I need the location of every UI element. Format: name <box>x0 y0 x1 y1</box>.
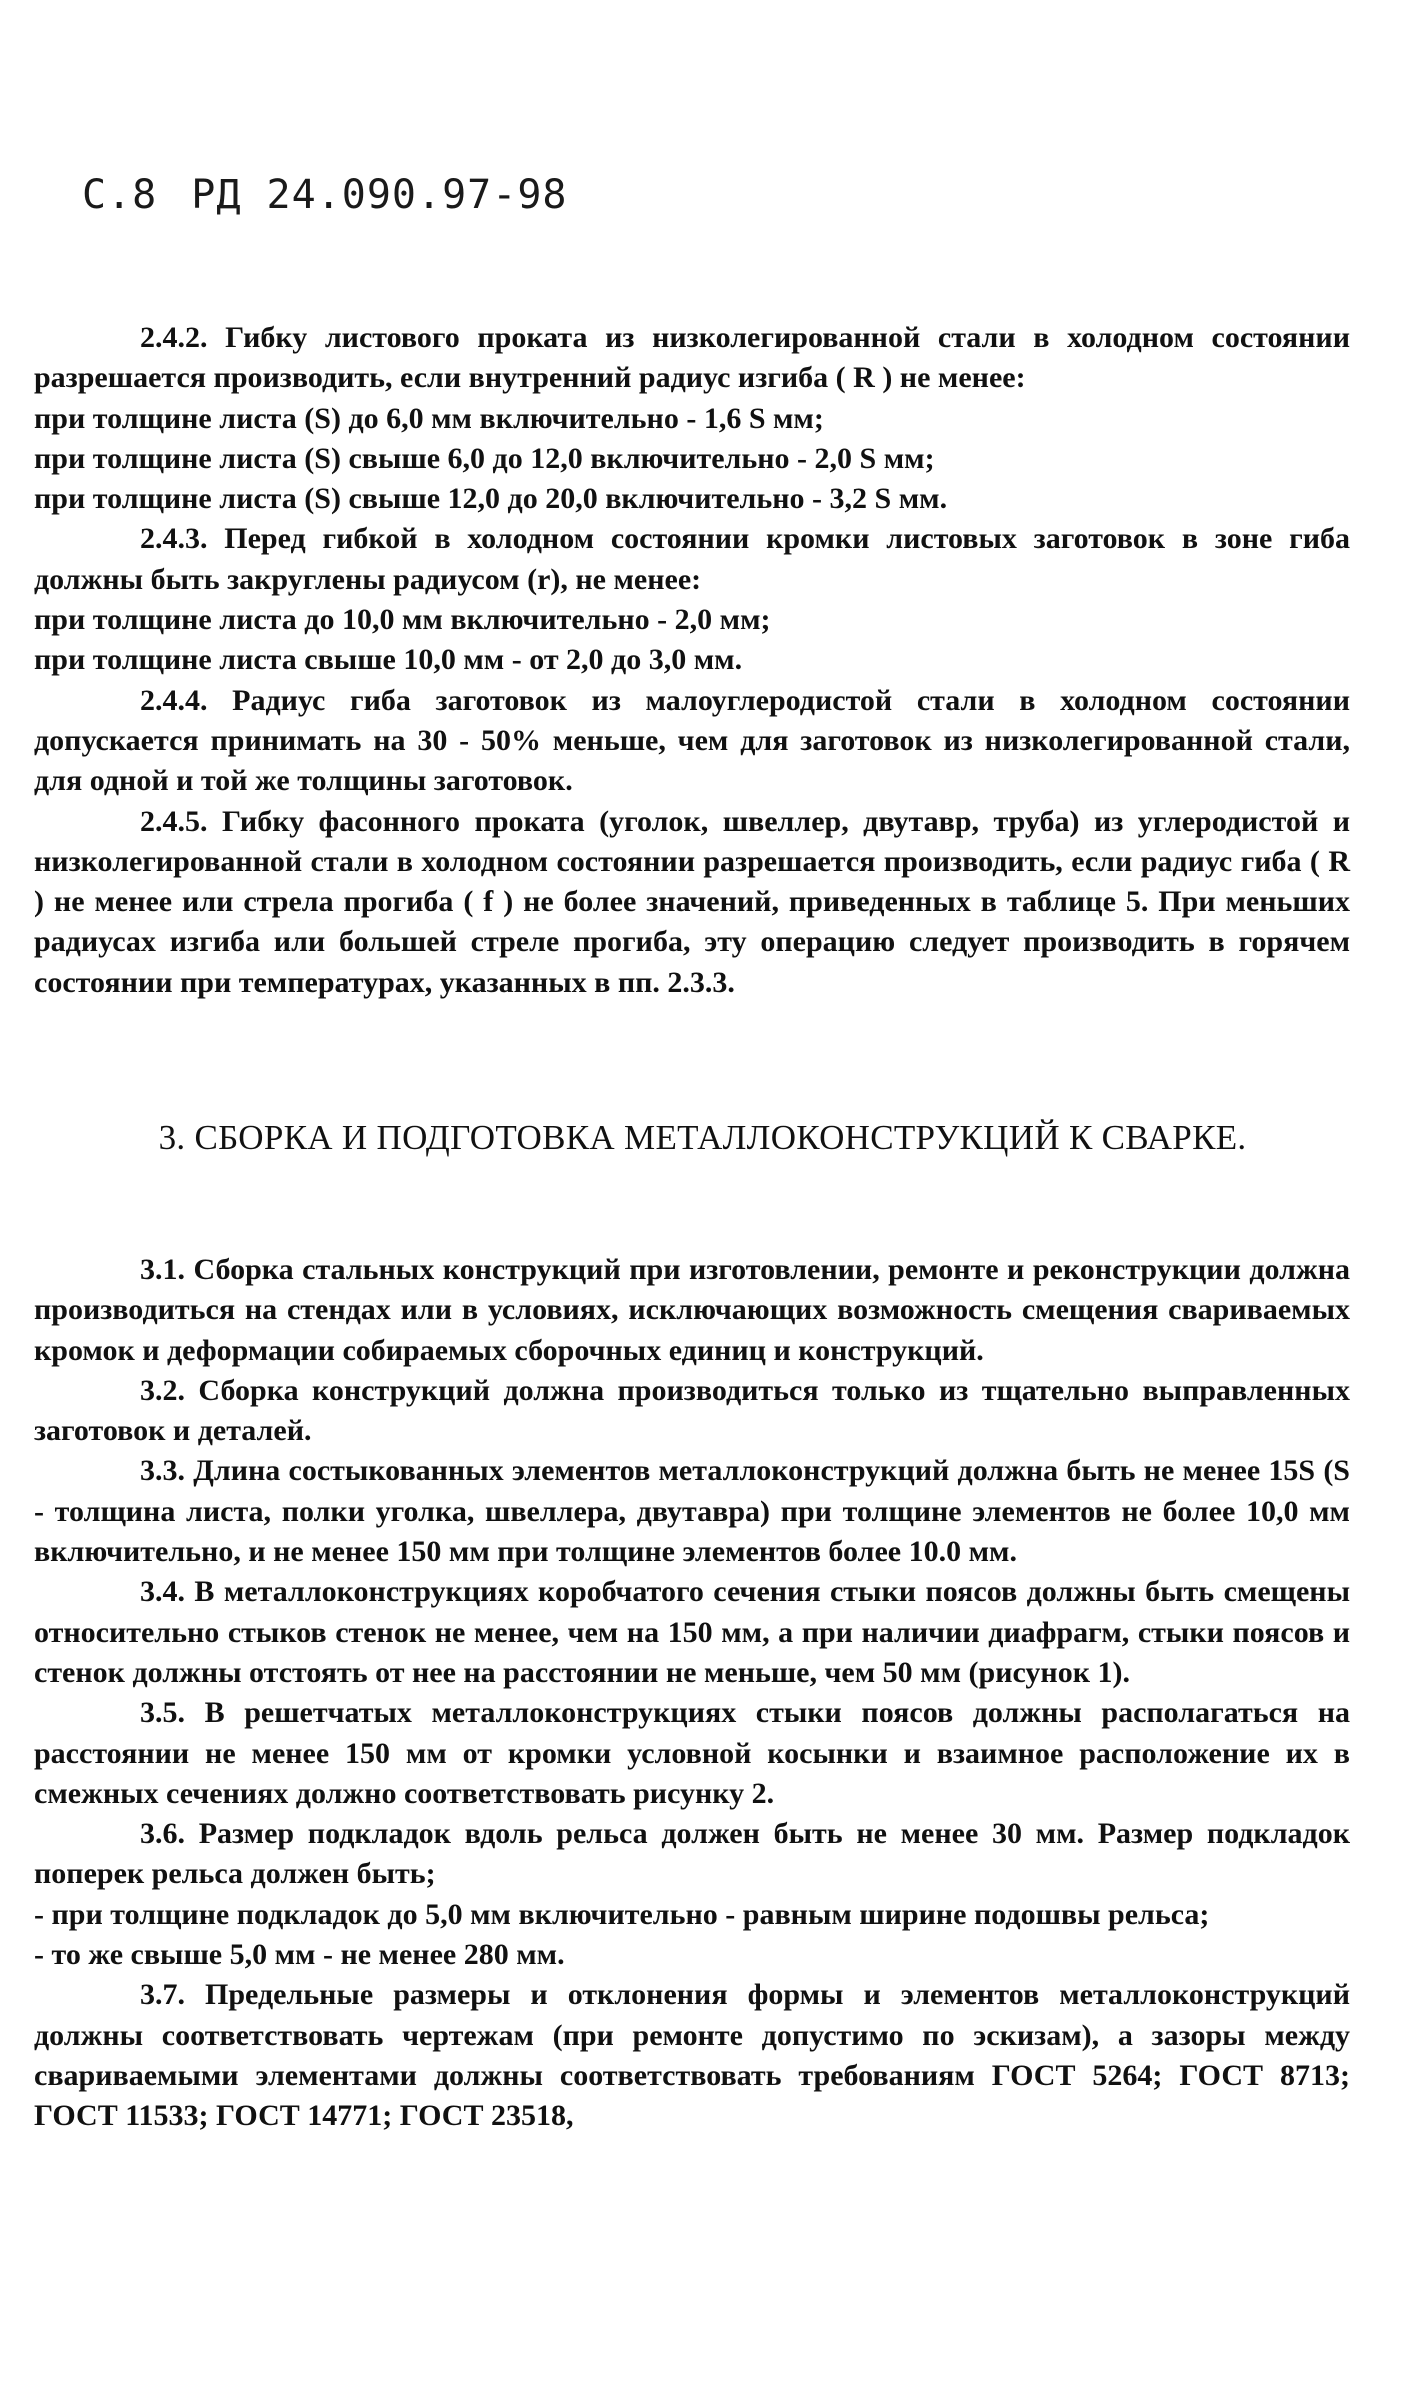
paragraph: 3.3. Длина состыкованных элементов металлоконструкций должна быть не менее 15S (S - толщина листа, полки уголка, швеллера, двутавра) при толщине элементов не более 10,0 мм включительно, и не менее 150 мм при толщине элементов более 10.0 мм. <box>34 1454 1350 1569</box>
list-item: при толщине листа (S) свыше 6,0 до 12,0 включительно - 2,0 S мм; <box>34 441 935 475</box>
list-item: - при толщине подкладок до 5,0 мм включительно - равным ширине подошвы рельса; <box>34 1897 1210 1931</box>
list-item: - то же свыше 5,0 мм - не менее 280 мм. <box>34 1938 565 1972</box>
page-number: С.8 <box>82 172 158 218</box>
page-header <box>82 172 601 218</box>
paragraph: 2.4.5. Гибку фасонного проката (уголок, швеллер, двутавр, труба) из углеродистой и низколегированной стали в холодном состоянии разрешается производить, если радиус гиба ( R ) не менее или стрела прогиба ( f ) не более значений, приведенных в таблице 5. При меньших радиусах изгиба или большей стреле прогиба, эту операцию следует производить в горячем состоянии при температурах, указанных в пп. 2.3.3. <box>34 804 1350 999</box>
list-item: при толщине листа (S) свыше 12,0 до 20,0 включительно - 3,2 S мм. <box>34 482 948 516</box>
paragraph: 3.4. В металлоконструкциях коробчатого сечения стыки поясов должны быть смещены относительно стыков стенок не менее, чем на 150 мм, а при наличии диафрагм, стыки поясов и стенок должны отстоять от нее на расстоянии не меньше, чем 50 мм (рисунок 1). <box>34 1575 1350 1689</box>
paragraph: 2.4.2. Гибку листового проката из низколегированной стали в холодном состоянии разрешается производить, если внутренний радиус изгиба ( R ) не менее: <box>34 321 1350 395</box>
paragraph: 2.4.4. Радиус гиба заготовок из малоуглеродистой стали в холодном состоянии допускается принимать на 30 - 50% меньше, чем для заготовок из низколегированной стали, для одной и той же толщины заготовок. <box>34 683 1350 798</box>
paragraph: 3.7. Предельные размеры и отклонения формы и элементов металлоконструкций должны соответствовать чертежам (при ремонте допустимо по эскизам), а зазоры между свариваемыми элементами должны соответствовать требованиям ГОСТ 5264; ГОСТ 8713; ГОСТ 11533; ГОСТ 14771; ГОСТ 23518, <box>34 1978 1350 2133</box>
paragraph: 2.4.3. Перед гибкой в холодном состоянии кромки листовых заготовок в зоне гиба должны быть закруглены радиусом (r), не менее: <box>34 522 1350 596</box>
section-3-title: 3. СБОРКА И ПОДГОТОВКА МЕТАЛЛОКОНСТРУКЦИЙ К СВАРКЕ. <box>158 1118 1247 1157</box>
document-code: РД 24.090.97-98 <box>191 172 568 218</box>
section-2-4-text <box>34 318 1350 1003</box>
section-3-text <box>34 1250 1350 2137</box>
list-item: при толщине листа до 10,0 мм включительно - 2,0 мм; <box>34 603 771 637</box>
paragraph: 3.6. Размер подкладок вдоль рельса должен быть не менее 30 мм. Размер подкладок поперек рельса должен быть; <box>34 1817 1350 1891</box>
paragraph: 3.1. Сборка стальных конструкций при изготовлении, ремонте и реконструкции должна производиться на стендах или в условиях, исключающих возможность смещения свариваемых кромок и деформации собираемых сборочных единиц и конструкций. <box>34 1253 1350 1367</box>
paragraph: 3.2. Сборка конструкций должна производиться только из тщательно выправленных заготовок и деталей. <box>34 1373 1350 1448</box>
list-item: при толщине листа свыше 10,0 мм - от 2,0 до 3,0 мм. <box>34 643 743 677</box>
paragraph: 3.5. В решетчатых металлоконструкциях стыки поясов должны располагаться на расстоянии не менее 150 мм от кромки условной косынки и взаимное расположение их в смежных сечениях должно соответствовать рисунку 2. <box>34 1696 1350 1810</box>
list-item: при толщине листа (S) до 6,0 мм включительно - 1,6 S мм; <box>34 401 824 435</box>
